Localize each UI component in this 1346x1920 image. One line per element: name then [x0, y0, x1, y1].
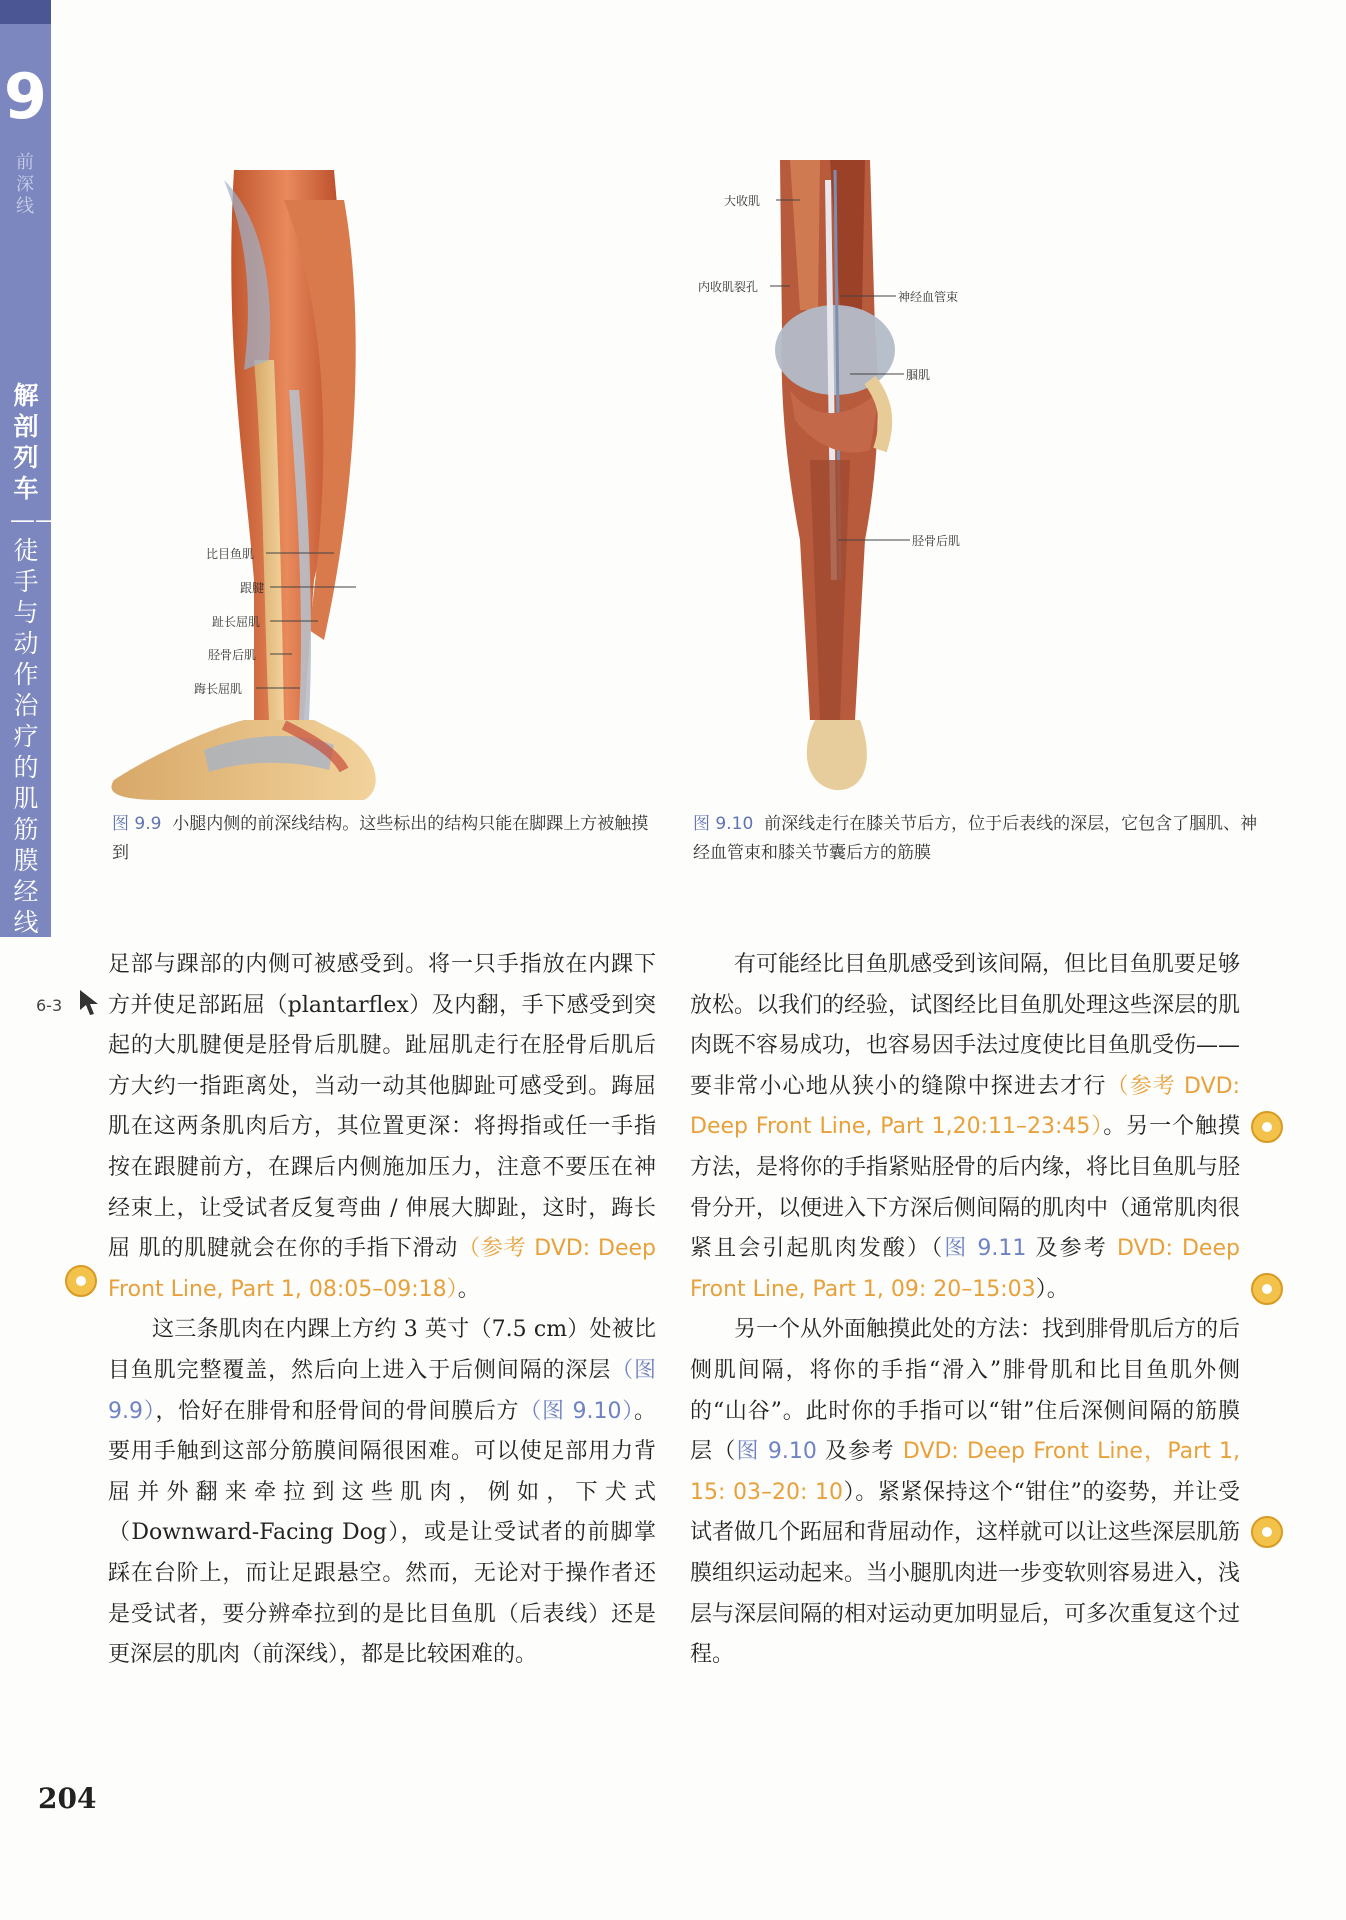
figure-9-9-caption-number: 图 9.9: [112, 814, 162, 834]
figure-9-10-label: 内收肌裂孔: [698, 280, 759, 294]
figure-9-10-leader-lines: [690, 160, 1010, 800]
figure-9-9-label: 比目鱼肌: [206, 547, 255, 561]
chapter-sidebar: [0, 0, 60, 937]
figure-9-10-label: 神经血管束: [898, 290, 959, 304]
paragraph-text: 有可能经比目鱼肌感受到该间隔，但比目鱼肌要足够放松。以我们的经验，试图经比目鱼肌处理这些深层的肌肉既不容易成功，也容易因手法过度使比目鱼肌受伤——要非常小心地从狭小的缝隙中探进去才行: [690, 952, 1241, 1099]
paragraph: [108, 1310, 656, 1675]
figure-9-10-caption: [693, 810, 1273, 868]
figure-reference: （图 9.9）: [108, 1357, 656, 1424]
dvd-reference: （参考 DVD: Deep Front Line, Part 1,20:11–23:45）: [690, 1073, 1240, 1140]
page-number: 204: [38, 1782, 97, 1815]
figure-9-9-label: 踇长屈肌: [194, 682, 243, 696]
paragraph-text: 另一个从外面触摸此处的方法：找到腓骨肌后方的后侧肌间隔，将你的手指“滑入”腓骨肌和比目鱼肌外侧的“山谷”。此时你的手指可以“钳”住后深侧间隔的筋膜层（: [690, 1317, 1241, 1465]
figure-9-9-label: 趾长屈肌: [212, 615, 261, 629]
chapter-label: 前深线: [16, 152, 34, 217]
dvd-disc-icon: [1250, 1515, 1284, 1549]
paragraph-text: 这三条肌肉在内踝上方约 3 英寸（7.5 cm）处被比目鱼肌完整覆盖，然后向上进入于后侧间隔的深层: [108, 1317, 656, 1383]
book-title-subtitle: ——徒手与动作治疗的肌筋膜经线: [10, 505, 60, 937]
figure-9-10-caption-number: 图 9.10: [693, 814, 754, 834]
dvd-disc-icon: [1250, 1110, 1284, 1144]
dvd-reference: DVD: Deep Front Line，Part 1, 15: 03–20: 10: [690, 1439, 1240, 1505]
dvd-disc-icon: [64, 1264, 98, 1298]
left-column: [108, 945, 656, 1676]
paragraph-text: ）。紧紧保持这个“钳住”的姿势，并让受试者做几个跖屈和背屈动作，这样就可以让这些深层肌筋膜组织运动起来。当小腿肌肉进一步变软则容易进入，浅层与深层间隔的相对运动更加明显后，可多次重复这个过程。: [690, 1479, 1241, 1668]
figure-9-9-leader-lines: [104, 160, 404, 800]
book-title-main: 解剖列车: [13, 381, 39, 503]
figure-9-9-caption: [112, 810, 652, 868]
dvd-reference: （参考 DVD: Deep Front Line, Part 1, 08:05–09:18）: [108, 1236, 657, 1302]
figure-reference: 图 9.11: [944, 1236, 1027, 1262]
paragraph-text: ）。: [1035, 1276, 1069, 1302]
paragraph-text: 及参考: [816, 1439, 903, 1465]
figure-9-10-caption-text: 前深线走行在膝关节后方，位于后表线的深层，它包含了腘肌、神经血管束和膝关节囊后方的筋膜: [693, 814, 1258, 863]
figure-9-9-label: 跟腱: [240, 581, 265, 595]
paragraph-text: 。另一个触摸方法，是将你的手指紧贴胫骨的后内缘，将比目鱼肌与胫骨分开，以便进入下方深后侧间隔的肌肉中（通常肌肉很紧且会引起肌肉发酸）（: [690, 1114, 1241, 1262]
figure-9-10-label: 胫骨后肌: [912, 534, 961, 548]
paragraph-text: 足部与踝部的内侧可被感受到。将一只手指放在内踝下方并使足部跖屈（plantarflex）及内翻，手下感受到突起的大肌腱便是胫骨后肌腱。趾屈肌走行在胫骨后肌后方大约一指距离处，当动一动其他脚趾可感受到。踇屈肌在这两条肌肉后方，其位置更深：将拇指或任一手指按在跟腱前方，在踝后内侧施加压力，注意不要压在神经束上，让受试者反复弯曲 / 伸展大脚趾，这时，踇长屈 肌的肌腱就会在你的手指下滑动: [108, 952, 656, 1262]
paragraph: [108, 945, 656, 1310]
paragraph: [690, 945, 1240, 1310]
sidebar-top-band: [0, 0, 51, 24]
figure-9-10-label: 腘肌: [906, 368, 931, 382]
figure-9-10-label: 大收肌: [724, 194, 761, 208]
figure-9-9-caption-text: 小腿内侧的前深线结构。这些标出的结构只能在脚踝上方被触摸到: [112, 814, 649, 863]
dvd-disc-icon: [1250, 1272, 1284, 1306]
paragraph-text: ，恰好在腓骨和胫骨间的骨间膜后方: [155, 1398, 520, 1424]
paragraph-text: 及参考: [1026, 1236, 1117, 1262]
book-title: [10, 380, 60, 938]
paragraph: [690, 1310, 1240, 1675]
figure-9-9: [104, 160, 404, 800]
figure-9-9-label: 胫骨后肌: [208, 648, 257, 662]
figure-reference: 图 9.10: [736, 1439, 817, 1465]
chapter-number: 9: [3, 60, 48, 133]
pointer-arrow-icon: [78, 988, 102, 1016]
dvd-reference: DVD: Deep Front Line, Part 1, 09: 20–15:03: [690, 1236, 1240, 1302]
figure-reference: （图 9.10）: [519, 1398, 634, 1424]
figure-9-10: [690, 160, 1010, 800]
paragraph-text: 。: [457, 1276, 480, 1302]
right-column: [690, 945, 1240, 1676]
paragraph-text: 。要用手触到这部分筋膜间隔很困难。可以使足部用力背屈并外翻来牵拉到这些肌肉，例如，下犬式（Downward-Facing Dog），或是让受试者的前脚掌踩在台阶上，而让足跟悬空。然而，无论对于操作者还是受试者，要分辨牵拉到的是比目鱼肌（后表线）还是更深层的肌肉（前深线），都是比较困难的。: [108, 1398, 656, 1668]
margin-note: 6-3: [36, 996, 63, 1015]
